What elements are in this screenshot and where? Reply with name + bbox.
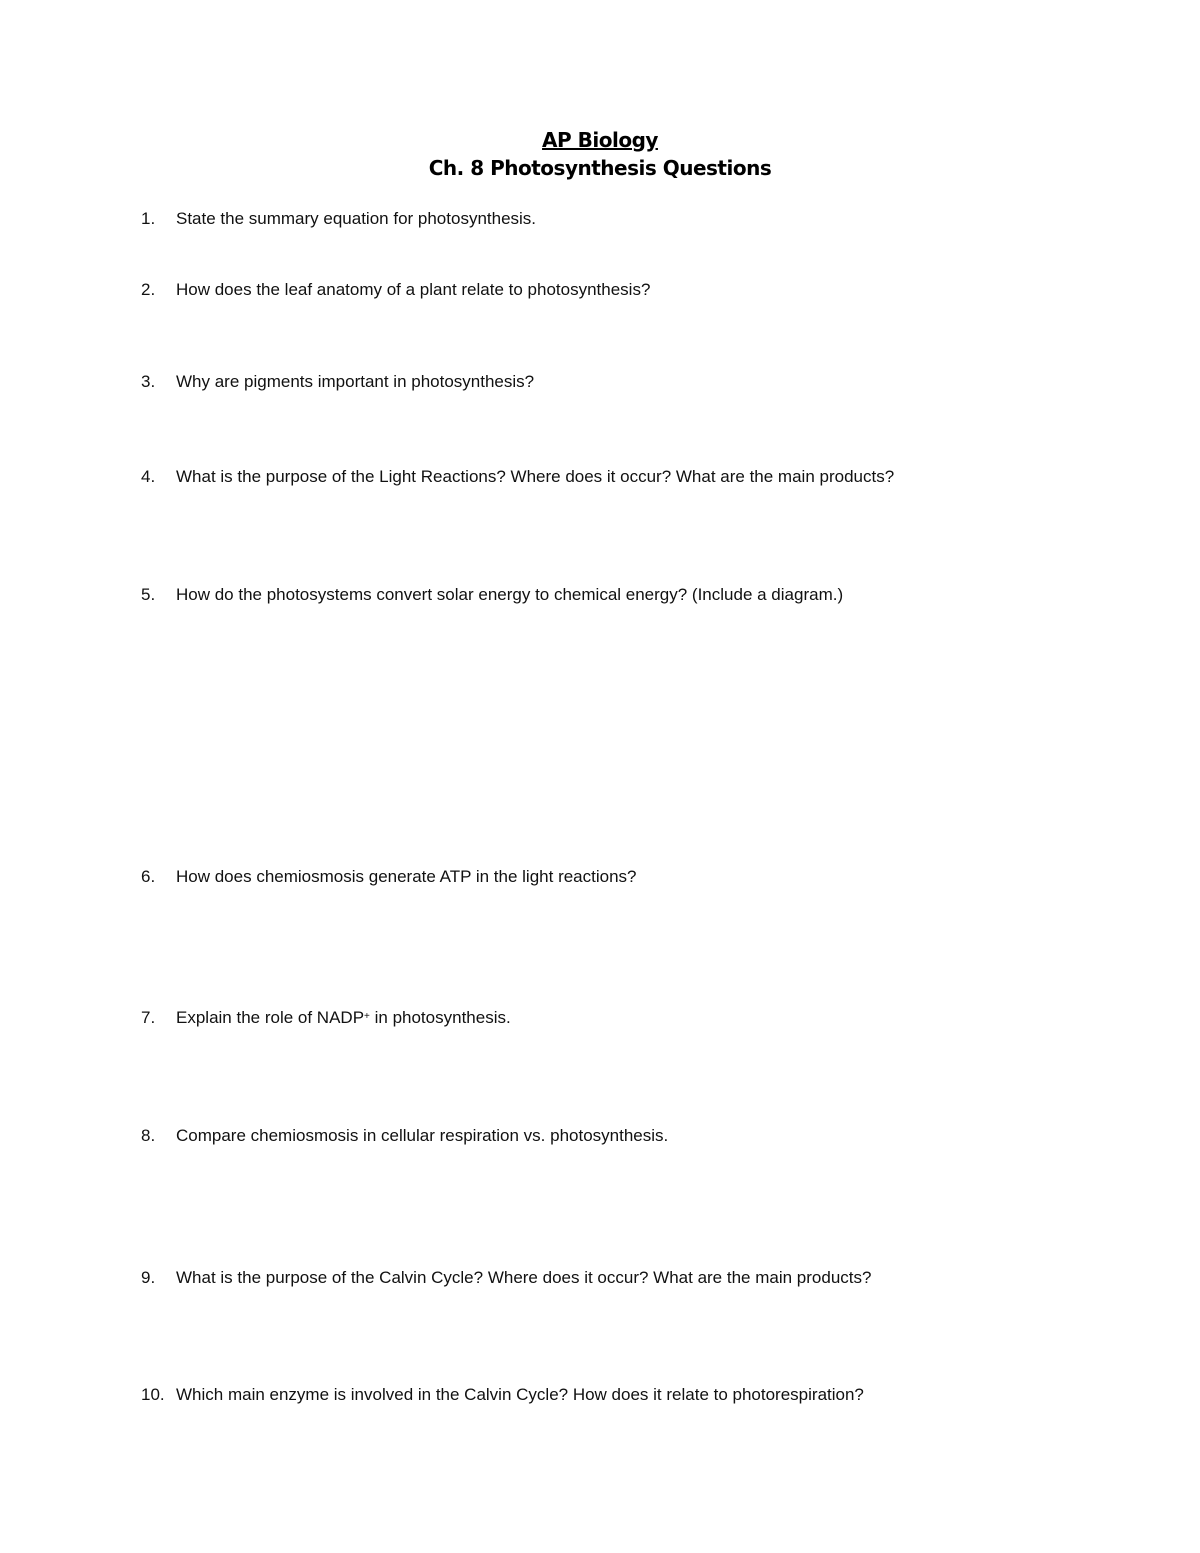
question-text: How does chemiosmosis generate ATP in the light reactions? [176,867,637,886]
question-text: Which main enzyme is involved in the Calvin Cycle? How does it relate to photorespiration? [176,1385,864,1404]
question-number: 7. [141,1008,156,1027]
question-text: What is the purpose of the Light Reactions? Where does it occur? What are the main products? [176,467,895,486]
question-text: How does the leaf anatomy of a plant relate to photosynthesis? [176,280,651,299]
question-text-start: Explain the role of NADP [176,1008,365,1027]
question-text: How do the photosystems convert solar energy to chemical energy? (Include a diagram.) [176,585,844,604]
question-text: Why are pigments important in photosynthesis? [176,372,535,391]
question-number: 6. [141,867,156,886]
superscript-plus: + [364,1011,370,1022]
question-number: 5. [141,585,156,604]
question-number: 3. [141,372,156,391]
question-number: 10. [141,1385,165,1404]
question-text: State the summary equation for photosynthesis. [176,209,537,228]
question-number: 2. [141,280,156,299]
course-title: AP Biology [542,128,658,152]
question-text: Compare chemiosmosis in cellular respiration vs. photosynthesis. [176,1126,669,1145]
question-text: What is the purpose of the Calvin Cycle? Where does it occur? What are the main products? [176,1268,872,1287]
question-number: 8. [141,1126,156,1145]
question-number: 4. [141,467,156,486]
question-text-end: in photosynthesis. [369,1008,511,1027]
page-title: Ch. 8 Photosynthesis Questions [428,156,772,180]
question-text [176,1007,511,1029]
question-number: 9. [141,1268,156,1287]
question-number: 1. [141,209,156,228]
